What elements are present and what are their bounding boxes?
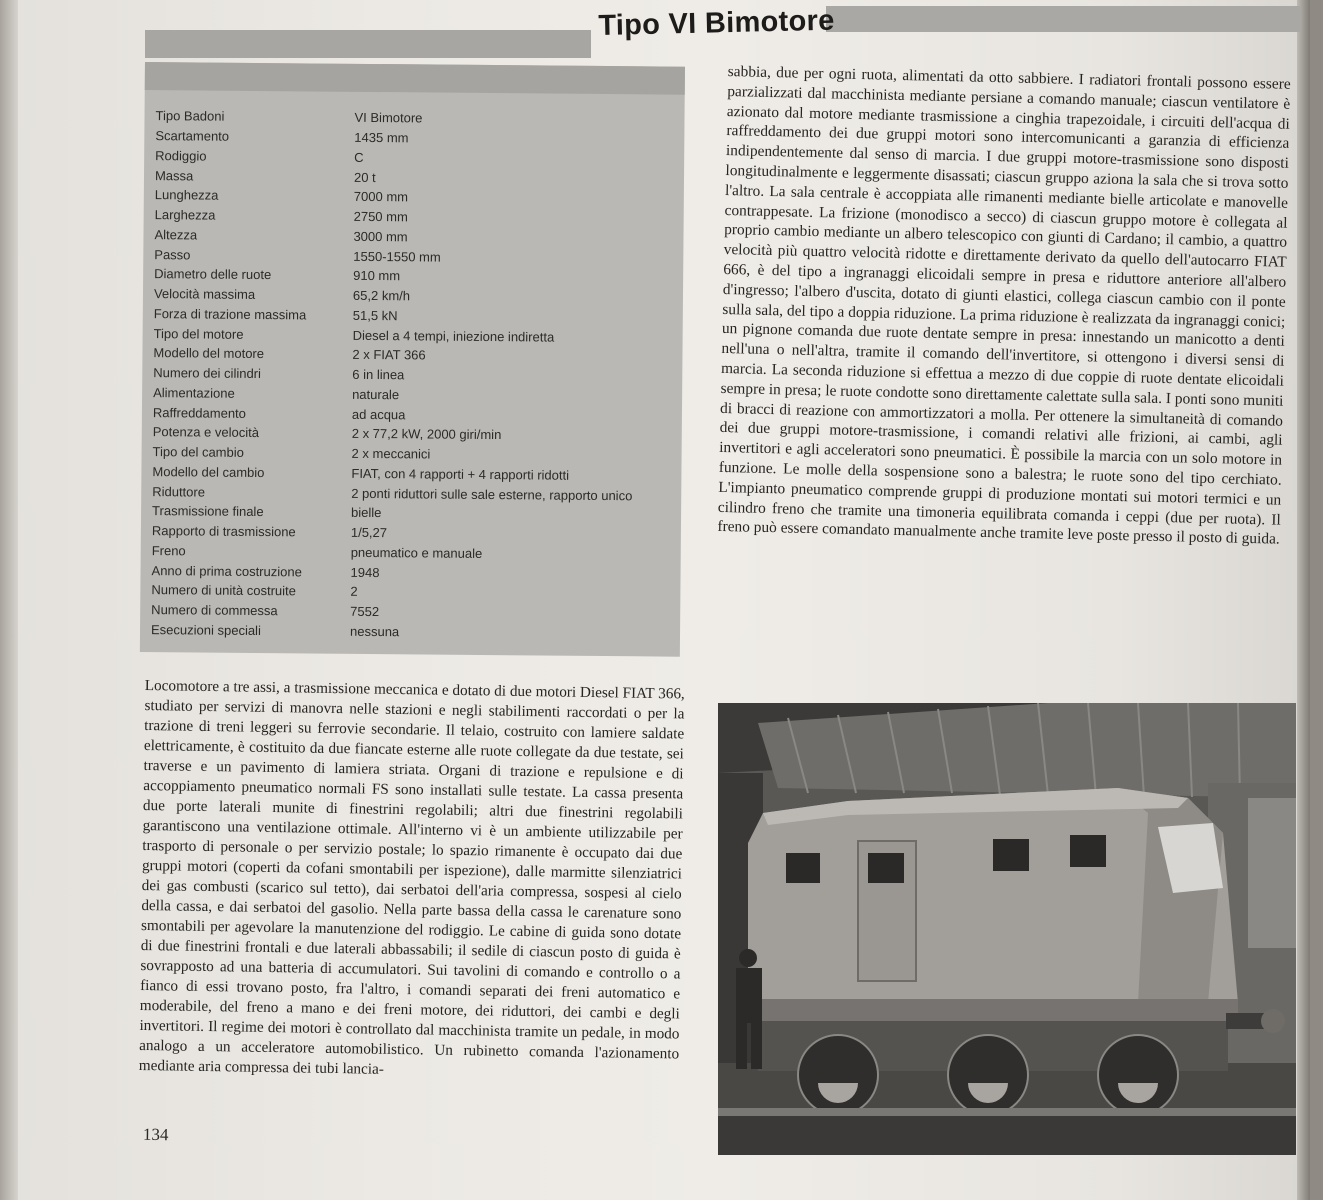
- page-edge-left: [0, 0, 18, 1200]
- spec-label: Scartamento: [155, 128, 230, 144]
- spec-label: Tipo Badoni: [155, 108, 225, 125]
- spec-label: Tipo del motore: [153, 325, 244, 342]
- spec-value: 910 mm: [353, 268, 401, 284]
- spec-label: Potenza e velocità: [152, 424, 260, 441]
- spec-label: Freno: [151, 542, 186, 559]
- locomotive-photo-drawing: [718, 703, 1296, 1155]
- spec-label: Numero di unità costruite: [151, 582, 296, 599]
- spec-value: 2 x 77,2 kW, 2000 giri/min: [351, 426, 502, 443]
- spec-value: 2 ponti riduttori sulle sale esterne, rapporto unico: [351, 485, 633, 503]
- spec-value: 1550-1550 mm: [353, 248, 441, 265]
- spec-value: C: [354, 149, 364, 165]
- spec-value: 6 in linea: [352, 366, 405, 383]
- spec-value: 2 x FIAT 366: [352, 347, 426, 363]
- spec-value: pneumatico e manuale: [350, 544, 483, 561]
- spec-header-strip: [145, 62, 685, 95]
- spec-label: Forza di trazione massima: [153, 305, 307, 323]
- spec-label: Velocità massima: [153, 286, 256, 303]
- spec-value: Diesel a 4 tempi, iniezione indiretta: [352, 327, 555, 345]
- spec-value: bielle: [351, 505, 382, 521]
- spec-label: Alimentazione: [153, 384, 235, 401]
- spec-value: VI Bimotore: [354, 110, 423, 126]
- spec-value: 2750 mm: [353, 208, 408, 225]
- spec-value: FIAT, con 4 rapporti + 4 rapporti ridotti: [351, 465, 570, 483]
- spec-value: 65,2 km/h: [352, 287, 411, 304]
- spec-value: ad acqua: [351, 406, 406, 422]
- spec-value: 7000 mm: [353, 189, 409, 205]
- spec-label: Rapporto di trasmissione: [151, 523, 296, 540]
- spec-label: Rodiggio: [155, 147, 207, 164]
- spec-value: 3000 mm: [353, 228, 408, 245]
- spec-label: Passo: [154, 246, 191, 263]
- spec-label: Altezza: [154, 226, 198, 243]
- spec-sheet: [140, 62, 685, 657]
- spec-label: Esecuzioni speciali: [150, 621, 261, 638]
- title-bar-right: [826, 6, 1300, 32]
- spec-value: 2: [350, 584, 358, 600]
- spec-label: Trasmissione finale: [152, 503, 264, 520]
- spec-label: Massa: [154, 167, 194, 184]
- spec-label: Modello del motore: [153, 345, 265, 362]
- spec-label: Numero dei cilindri: [153, 365, 262, 382]
- page-title: Tipo VI Bimotore: [598, 4, 835, 42]
- spec-label: Diametro delle ruote: [154, 266, 272, 283]
- page-number: 134: [142, 1124, 169, 1145]
- spec-value: 20 t: [353, 169, 376, 185]
- spec-label: Lunghezza: [154, 187, 219, 204]
- title-bar-left: [145, 30, 591, 58]
- spec-value: 7552: [350, 603, 380, 620]
- spec-label: Riduttore: [152, 483, 206, 500]
- spec-value: naturale: [352, 386, 400, 403]
- spec-value: 1435 mm: [354, 129, 409, 146]
- spec-label: Modello del cambio: [152, 463, 265, 480]
- spec-label: Raffreddamento: [152, 404, 247, 421]
- spec-value: 1948: [350, 564, 380, 580]
- spec-table: [151, 106, 636, 643]
- spec-label: Numero di commessa: [151, 602, 278, 619]
- description-right-column: sabbia, due per ogni ruota, alimentati da otto sabbiere. I radiatori frontali possono essere parzializzati dal macchinista mediante persiane a comando manuale; ciascun ventilatore è azionato dal motore mediante trasmissione a cinghia trapezoidale, i circuiti dell'acqua di raffreddamento dei due gruppi motori sono intercomunicanti a garanzia di efficienza indipendentemente dal senso di marcia. I due gruppi motore-trasmissione sono disposti longitudinalmente e leggermente disassati; ciascun gruppo aziona la sala che si trova sotto l'altro. La sala centrale è accoppiata alle rimanenti mediante bielle articolate e manovelle contrappesate. La frizione (monodisco a secco) di ciascun gruppo motore è collegata al proprio cambio mediante un albero telescopico con giunti di Cardano; il cambio, a quattro velocità più quattro velocità ridotte e direttamente derivato da quello dell'autocarro FIAT 666, è del tipo a ingranaggi elicoidali sempre in presa e riduttore anteriore all'albero d'ingresso; l'albero d'uscita, dotato di giunti elastici, collega ciascun cambio con il ponte sulla sala, del tipo a doppia riduzione. La prima riduzione è realizzata da ingranaggi conici; un pignone comanda due ruote dentate sempre in presa: innestando un manicotto a denti nell'una o nell'altra, tramite il comando dell'invertitore, si ottengono i diversi sensi di marcia. La seconda riduzione si effettua a mezzo di due coppie di ruote dentate elicoidali sempre in presa; le ruote condotte sono direttamente calettate sulla sala. I ponti sono muniti di bracci di reazione con ammortizzatori a molla. Per ottenere la simultaneità di comando dei due gruppi motore-trasmissione, i comandi relativi alle frizioni, ai cambi, agli invertitori e agli acceleratori sono pneumatici. È possibile la marcia con un solo motore in funzione. Le molle della sospensione sono a balestra; le ruote sono del tipo cerchiato. L'impianto pneumatico comprende gruppi di produzione montati sui motori termici e un cilindro freno che tramite una timoneria equilibrata comanda i ceppi (due per ruota). Il freno può essere comandato manualmente anche tramite leve poste presso il posto di guida.: [717, 62, 1291, 548]
- locomotive-photo: [718, 703, 1296, 1155]
- spec-label: Anno di prima costruzione: [151, 562, 302, 580]
- description-left-column: Locomotore a tre assi, a trasmissione meccanica e dotato di due motori Diesel FIAT 366, studiato per servizi di manovra nelle stazioni e negli stabilimenti raccordati o per la trazione di treni leggeri su ferrovie secondarie. Il telaio, costruito con lamiere saldate elettricamente, è costituito da due fiancate esterne alle ruote collegate da due testate, sei traverse e un pavimento di lamiera striata. Organi di trazione e repulsione e di accoppiamento pneumatico normali FS sono installati sulle testate. La cassa presenta due porte laterali munite di finestrini regolabili; altri due finestrini regolabili garantiscono una ventilazione ottimale. All'interno vi è un ambiente utilizzabile per trasporto di personale o per servizio postale; lo spazio rimanente è occupato dai due gruppi motori (coperti da cofani smontabili per ispezione), dalle marmitte silenziatrici dei gas combusti (scarico sul tetto), dai serbatoi dell'aria compressa, sospesi al cielo della cassa, e dai serbatoi del gasolio. Nella parte bassa della cassa le carenature sono smontabili per agevolare la manutenzione del rodiggio. Le cabine di guida sono dotate di due finestrini frontali e due laterali abbassabili; il sedile di ciascun posto di guida è sovrapposto ad una batteria di accumulatori. Sui tavolini di comando e controllo o a fianco di essi trovano posto, fra l'altro, i comandi separati dei freni automatico e moderabile, del freno a mano e dei freni motore, dei riduttori, dei cambi e degli invertitori. Il regime dei motori è controllato dal macchinista tramite un pedale, in modo analogo a un acceleratore automobilistico. Un rubinetto comanda l'azionamento mediante aria compressa dei tubi lancia-: [138, 676, 685, 1078]
- spec-value: 51,5 kN: [352, 307, 398, 324]
- spec-value: nessuna: [349, 623, 400, 640]
- spec-value: 2 x meccanici: [351, 445, 431, 462]
- spec-value: 1/5,27: [350, 524, 388, 541]
- spec-label: Tipo del cambio: [152, 444, 244, 461]
- spec-label: Larghezza: [154, 207, 216, 223]
- spec-row: [151, 620, 631, 644]
- page-edge-right: [1297, 0, 1310, 1200]
